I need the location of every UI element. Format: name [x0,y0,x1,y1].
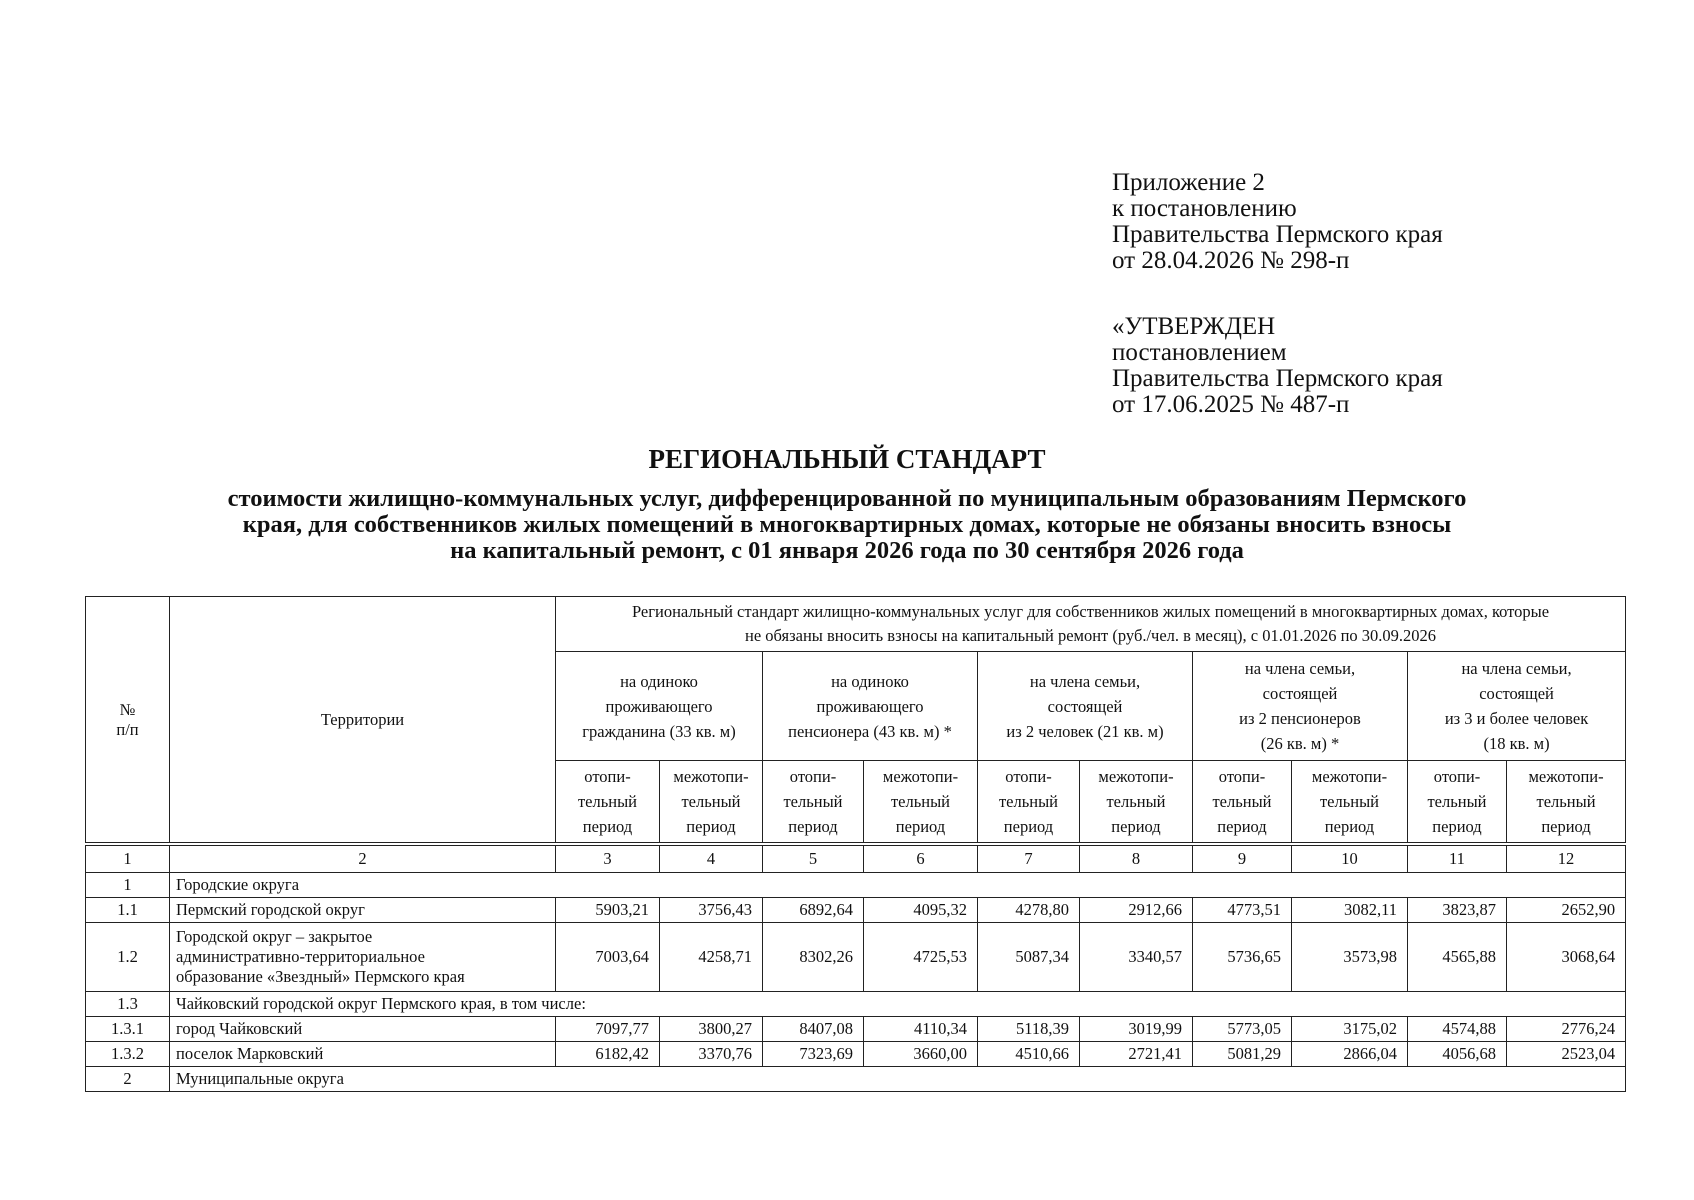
column-number: 3 [556,846,660,873]
row-number: 1.3 [86,992,170,1017]
row-number: 1.1 [86,898,170,923]
territory-name-line: Городские округа [176,875,300,894]
value-cell: 6892,64 [763,898,864,923]
header-group [556,652,763,761]
territory-name [170,1017,556,1042]
value-cell: 4773,51 [1193,898,1292,923]
value-cell: 4258,71 [660,923,763,992]
header-period-heating-line: период [582,817,633,836]
header-main-line: Региональный стандарт жилищно-коммунальных услуг для собственников жилых помещений в многоквартирных домах, которые [631,602,1550,621]
column-number: 8 [1080,846,1193,873]
header-period-nonheating-line: период [1324,817,1375,836]
value-cell: 4510,66 [978,1042,1080,1067]
column-number: 2 [170,846,556,873]
header-main-line: не обязаны вносить взносы на капитальный ремонт (руб./чел. в месяц), с 01.01.2026 по 30.09.2026 [745,626,1437,645]
appendix-line: к постановлению [1112,195,1297,222]
header-period-heating-line: тельный [1427,792,1487,811]
value-cell: 6182,42 [556,1042,660,1067]
header-period-nonheating-line: период [1111,817,1161,836]
subtitle-line: края, для собственников жилых помещений в многоквартирных домах, которые не обязаны вносить взносы [242,511,1452,538]
approved-line: постановлением [1112,339,1287,366]
header-period-nonheating-line: тельный [1106,792,1166,811]
header-period-nonheating [1507,761,1626,843]
value-cell: 4095,32 [864,898,978,923]
row-number: 2 [86,1067,170,1092]
header-group-line: на члена семьи, [1461,659,1572,678]
value-cell: 3756,43 [660,898,763,923]
header-period-heating [1408,761,1507,843]
value-cell: 3800,27 [660,1017,763,1042]
column-number: 5 [763,846,864,873]
header-group-line: состоящей [1047,696,1123,716]
header-period-heating [556,761,660,843]
header-group-line: на одиноко [831,671,909,691]
header-group [1193,652,1408,761]
value-cell: 5736,65 [1193,923,1292,992]
header-period-heating-line: тельный [577,792,638,811]
territory-name-line: город Чайковский [176,1019,303,1038]
header-period-nonheating-line: межотопи- [1528,767,1604,786]
subtitle-line: стоимости жилищно-коммунальных услуг, дифференцированной по муниципальным образованиям Пермского [227,485,1467,512]
header-territory: Территории [170,597,556,843]
value-cell: 3175,02 [1292,1017,1408,1042]
table-row [86,1017,1626,1042]
header-group [978,652,1193,761]
document-title: РЕГИОНАЛЬНЫЙ СТАНДАРТ [648,444,1046,474]
header-period-heating-line: тельный [1212,792,1272,811]
value-cell: 8302,26 [763,923,864,992]
header-period-heating-line: период [1003,817,1054,836]
value-cell: 3660,00 [864,1042,978,1067]
approved-line: от 17.06.2025 № 487-п [1112,391,1350,418]
territory-name-line: образование «Звездный» Пермского края [176,967,465,986]
header-group-line: из 3 и более человек [1444,709,1589,728]
header-group-line: (18 кв. м) [1483,734,1550,753]
header-period-nonheating-line: тельный [1319,792,1380,811]
header-period-nonheating-line: межотопи- [882,767,959,786]
row-number: 1.3.1 [86,1017,170,1042]
header-group-line: на одиноко [620,671,698,691]
header-period-nonheating-line: межотопи- [673,767,749,786]
value-cell: 5081,29 [1193,1042,1292,1067]
column-number: 10 [1292,846,1408,873]
header-group [763,652,978,761]
header-period-heating-line: отопи- [1005,767,1052,786]
header-period-nonheating-line: межотопи- [1098,767,1174,786]
territory-name-line: поселок Марковский [176,1044,324,1063]
header-period-heating [763,761,864,843]
header-group-line: из 2 человек (21 кв. м) [1006,721,1164,741]
section-row [86,992,1626,1017]
header-period-heating-line: период [788,817,838,836]
table-row [86,898,1626,923]
column-number-row [86,846,1626,873]
row-number: 1 [86,873,170,898]
header-period-nonheating [864,761,978,843]
header-period-heating-line: отопи- [1433,767,1481,786]
value-cell: 3340,57 [1080,923,1193,992]
appendix-line: от 28.04.2026 № 298-п [1112,247,1350,274]
column-number: 4 [660,846,763,873]
header-period-nonheating [1292,761,1408,843]
approved-line: «УТВЕРЖДЕН [1112,313,1276,340]
approved-line: Правительства Пермского края [1112,365,1443,392]
value-cell: 2912,66 [1080,898,1193,923]
header-group-line: проживающего [816,696,924,716]
section-row [86,873,1626,898]
header-period-nonheating-line: тельный [890,792,951,811]
value-cell: 4574,88 [1408,1017,1507,1042]
territory-name [170,1067,1626,1092]
value-cell: 7097,77 [556,1017,660,1042]
row-number: 1.2 [86,923,170,992]
value-cell: 4725,53 [864,923,978,992]
subtitle-line: на капитальный ремонт, с 01 января 2026 года по 30 сентября 2026 года [450,537,1244,564]
value-cell: 4056,68 [1408,1042,1507,1067]
table-row [86,923,1626,992]
row-number: 1.3.2 [86,1042,170,1067]
header-group-line: пенсионера (43 кв. м) * [788,721,952,741]
column-number: 1 [86,846,170,873]
header-period-heating [978,761,1080,843]
table-row [86,1042,1626,1067]
column-number: 12 [1507,846,1626,873]
value-cell: 3573,98 [1292,923,1408,992]
header-period-heating-line: отопи- [1218,767,1266,786]
header-no-line: № [119,699,136,719]
header-no-line: п/п [116,719,139,739]
territory-name [170,1042,556,1067]
value-cell: 2776,24 [1507,1017,1626,1042]
value-cell: 3370,76 [660,1042,763,1067]
header-group-line: состоящей [1479,684,1554,703]
header-period-heating-line: тельный [998,792,1059,811]
value-cell: 2866,04 [1292,1042,1408,1067]
header-group-line: состоящей [1262,684,1338,703]
territory-name [170,898,556,923]
territory-name-line: Городской округ – закрытое [176,927,373,946]
value-cell: 2652,90 [1507,898,1626,923]
value-cell: 2721,41 [1080,1042,1193,1067]
column-number: 9 [1193,846,1292,873]
header-period-nonheating [1080,761,1193,843]
territory-name [170,873,1626,898]
section-row [86,1067,1626,1092]
header-row-main [86,597,1626,652]
header-period-heating [1193,761,1292,843]
header-group-line: на члена семьи, [1244,659,1356,678]
header-period-nonheating [660,761,763,843]
value-cell: 5087,34 [978,923,1080,992]
value-cell: 7003,64 [556,923,660,992]
appendix-block [1112,170,1632,418]
header-group-line: (26 кв. м) * [1260,734,1340,753]
value-cell: 7323,69 [763,1042,864,1067]
header-period-heating-line: период [1432,817,1482,836]
column-number: 7 [978,846,1080,873]
header-period-nonheating-line: период [686,817,736,836]
value-cell: 3082,11 [1292,898,1408,923]
value-cell: 3019,99 [1080,1017,1193,1042]
header-period-nonheating-line: период [1541,817,1591,836]
value-cell: 5118,39 [978,1017,1080,1042]
document-subtitle [80,486,1614,564]
territory-name-line: Чайковский городской округ Пермского края, в том числе: [176,994,586,1013]
appendix-line: Правительства Пермского края [1112,221,1443,248]
territory-name-line: административно-территориальное [176,947,425,966]
header-period-heating-line: отопи- [584,767,631,786]
header-group-line: гражданина (33 кв. м) [582,721,736,741]
column-number: 11 [1408,846,1507,873]
header-group-line: проживающего [605,696,713,716]
value-cell: 2523,04 [1507,1042,1626,1067]
header-period-nonheating-line: период [895,817,946,836]
value-cell: 4110,34 [864,1017,978,1042]
header-period-nonheating-line: тельный [1536,792,1596,811]
header-group-line: на члена семьи, [1029,671,1141,691]
standard-table [85,596,1626,1092]
value-cell: 4278,80 [978,898,1080,923]
header-period-nonheating-line: тельный [681,792,741,811]
header-period-heating-line: период [1217,817,1267,836]
appendix-line: Приложение 2 [1112,169,1265,196]
value-cell: 4565,88 [1408,923,1507,992]
value-cell: 3823,87 [1408,898,1507,923]
header-period-heating-line: отопи- [789,767,837,786]
header-group [1408,652,1626,761]
value-cell: 3068,64 [1507,923,1626,992]
header-period-nonheating-line: межотопи- [1311,767,1388,786]
header-no [86,597,170,843]
territory-name [170,923,556,992]
value-cell: 8407,08 [763,1017,864,1042]
value-cell: 5773,05 [1193,1017,1292,1042]
column-number: 6 [864,846,978,873]
territory-name-line: Муниципальные округа [176,1069,344,1088]
territory-name-line: Пермский городской округ [176,900,365,919]
header-main [556,597,1626,652]
territory-name [170,992,1626,1017]
header-group-line: из 2 пенсионеров [1239,709,1361,728]
header-period-heating-line: тельный [783,792,843,811]
value-cell: 5903,21 [556,898,660,923]
